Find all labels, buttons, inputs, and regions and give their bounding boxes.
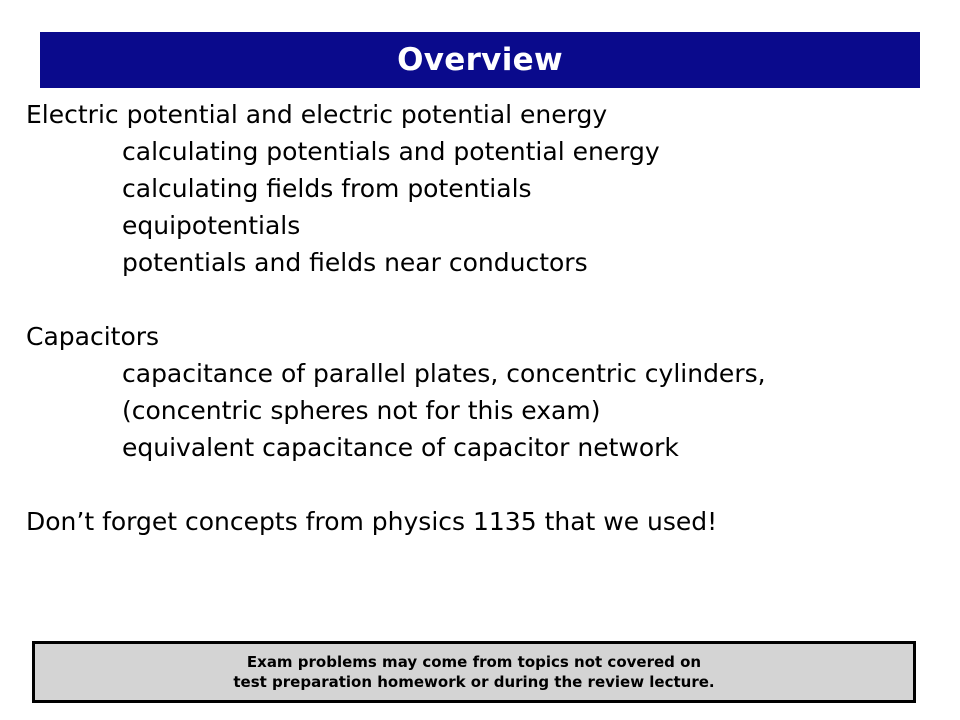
closing-note: Don’t forget concepts from physics 1135 that we used! xyxy=(26,507,718,536)
list-item: equivalent capacitance of capacitor network xyxy=(122,433,679,462)
slide-content xyxy=(26,96,926,540)
list-item: calculating potentials and potential energy xyxy=(122,137,660,166)
exam-note-line-2: test preparation homework or during the review lecture. xyxy=(233,673,715,691)
section-heading-capacitors: Capacitors xyxy=(26,322,160,351)
list-item: capacitance of parallel plates, concentric cylinders, xyxy=(122,359,766,388)
list-item: potentials and fields near conductors xyxy=(122,248,588,277)
exam-note-box xyxy=(32,641,916,703)
list-item: (concentric spheres not for this exam) xyxy=(122,396,601,425)
section-spacer xyxy=(26,281,926,318)
section-spacer xyxy=(26,466,926,503)
title-bar xyxy=(40,32,920,88)
list-item: equipotentials xyxy=(122,211,301,240)
exam-note-line-1: Exam problems may come from topics not covered on xyxy=(246,653,702,671)
list-item: calculating fields from potentials xyxy=(122,174,532,203)
slide-title: Overview xyxy=(397,42,563,78)
section-heading-potential: Electric potential and electric potential energy xyxy=(26,100,608,129)
